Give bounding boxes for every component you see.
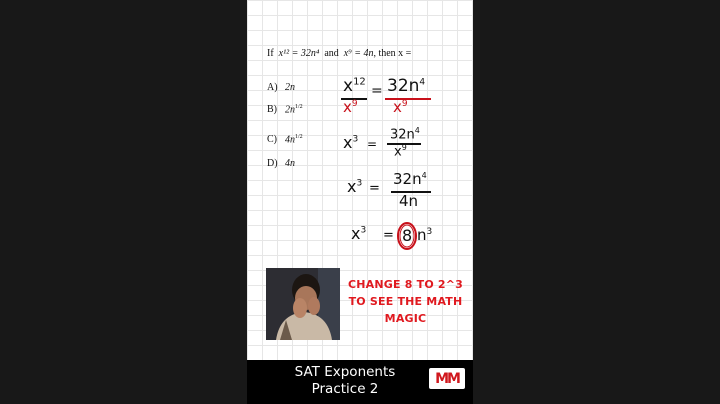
step2-num: $32n^4$ [390, 126, 420, 143]
step3-left: $x^3$ [347, 177, 363, 196]
step4-circled-number: 8 [402, 226, 413, 245]
step1-den-left: $x^9$ [343, 98, 358, 116]
step1-num-left: $x^{12}$ [343, 76, 366, 96]
right-background [473, 0, 720, 404]
step3-den: 4n [399, 192, 419, 210]
choice-d: D) 4n [267, 158, 295, 169]
choice-c: C) $4n^{1/2}$ [267, 134, 303, 146]
step1-den-right: $x^9$ [393, 98, 408, 116]
step3-num: $32n^4$ [393, 170, 427, 188]
left-background [0, 0, 247, 404]
choice-a: A) 2n [267, 82, 295, 93]
step2-equals: = [367, 137, 378, 151]
presenter-image [266, 268, 340, 340]
channel-logo: MM [429, 368, 465, 389]
step4-equals: = [383, 228, 394, 243]
video-caption: CHANGE 8 TO 2^3 TO SEE THE MATH MAGIC [347, 278, 464, 325]
question-text: If x¹² = 32n⁴ and x⁹ = 4n, then x = [267, 48, 412, 59]
presenter-thumbnail [266, 268, 340, 340]
step4-left: $x^3$ [351, 224, 367, 243]
title-bar [247, 360, 473, 404]
video-title: SAT Exponents Practice 2 [294, 364, 396, 397]
short-video-frame[interactable] [247, 0, 473, 404]
equation-2: x⁹ = 4n [343, 48, 374, 59]
step3-equals: = [369, 181, 380, 196]
step1-equals: = [371, 83, 383, 99]
step4-right: $n^3$ [417, 226, 433, 244]
step2-left: $x^3$ [343, 133, 359, 152]
step2-den: $x^9$ [394, 143, 407, 160]
equation-1: x¹² = 32n⁴ [278, 48, 320, 59]
step1-num-right: $32n^4$ [387, 76, 426, 96]
choice-b: B) $2n^{1/2}$ [267, 104, 303, 116]
step1-fraction-bar-right [385, 98, 431, 100]
